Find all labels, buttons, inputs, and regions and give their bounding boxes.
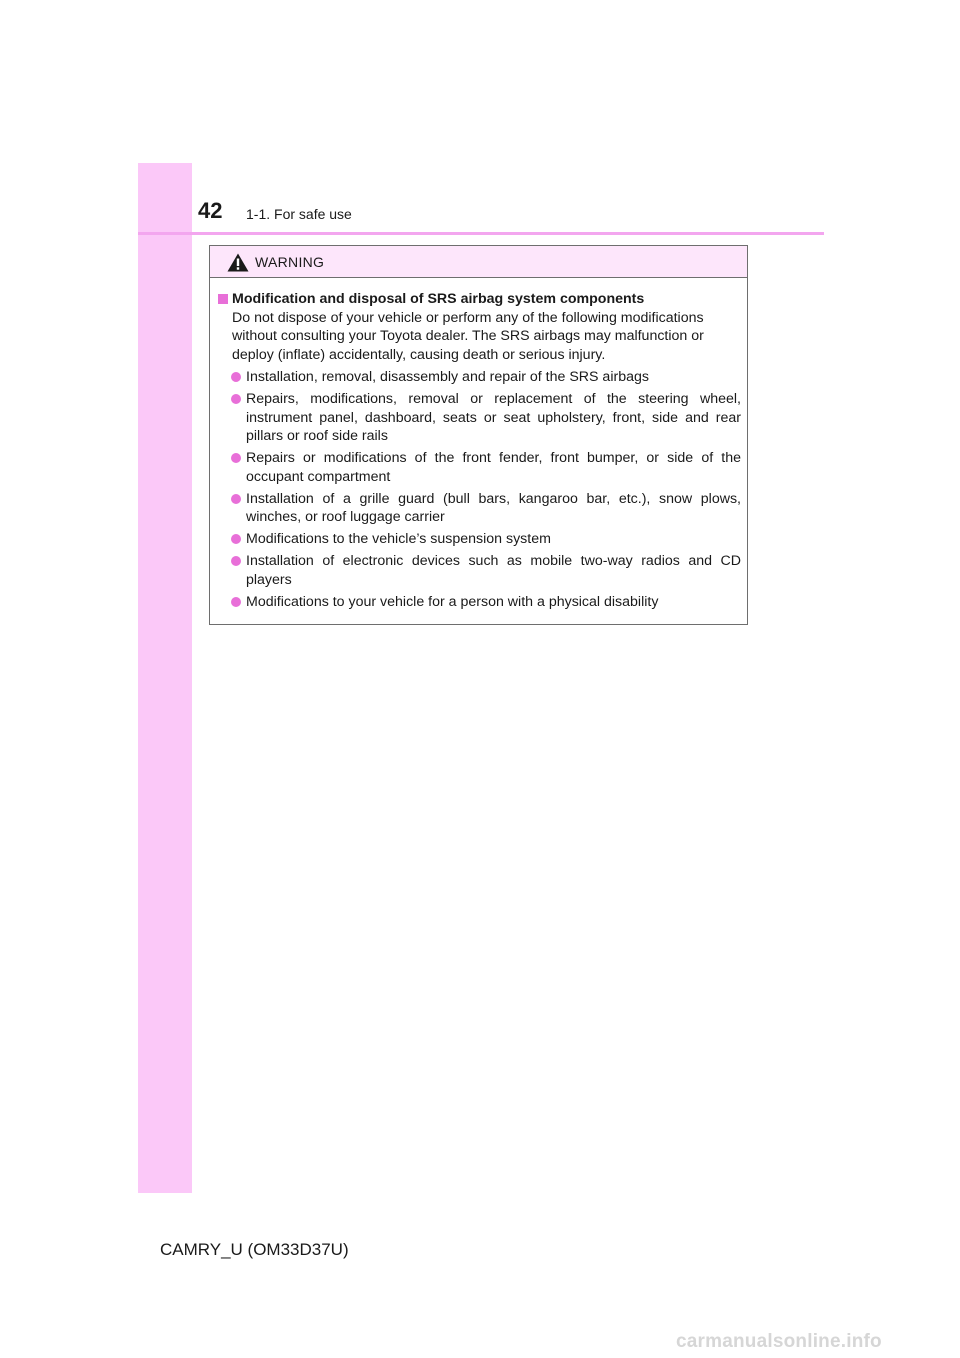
list-item-text: Installation of electronic devices such as mobile two-way radios and CD players xyxy=(246,553,741,588)
warning-triangle-icon xyxy=(227,253,249,272)
bullet-dot-icon xyxy=(231,453,241,463)
warning-heading xyxy=(218,290,741,309)
list-item xyxy=(218,490,741,527)
list-item-text: Repairs, modifications, removal or replacement of the steering wheel, instrument panel, dashboard, seats or seat upholstery, front, side and rear pillars or roof side rails xyxy=(246,391,741,444)
bullet-dot-icon xyxy=(231,494,241,504)
side-tab xyxy=(138,163,192,1193)
list-item-text: Modifications to your vehicle for a person with a physical disability xyxy=(246,593,659,610)
list-item-text: Modifications to the vehicle’s suspension system xyxy=(246,531,551,547)
warning-title: WARNING xyxy=(255,254,325,270)
warning-body xyxy=(210,278,747,611)
list-item xyxy=(218,530,741,549)
bullet-dot-icon xyxy=(231,372,241,382)
bullet-dot-icon xyxy=(231,394,241,404)
list-item xyxy=(218,390,741,446)
bullet-dot-icon xyxy=(231,556,241,566)
list-item-text: Installation, removal, disassembly and repair of the SRS airbags xyxy=(246,369,649,385)
bullet-dot-icon xyxy=(231,597,241,607)
list-item xyxy=(218,552,741,589)
square-bullet-icon xyxy=(218,294,228,304)
list-item-text: Installation of a grille guard (bull bars, kangaroo bar, etc.), snow plows, winches, or roof luggage carrier xyxy=(246,490,741,525)
list-item xyxy=(218,593,741,612)
page-number: 42 xyxy=(198,198,223,223)
warning-items xyxy=(218,368,741,611)
warning-intro: Do not dispose of your vehicle or perform any of the following modifications without consulting your Toyota dealer. The SRS airbags may malfunction or deploy (inflate) accidentally, causing death or serious injury. xyxy=(232,309,704,363)
warning-header xyxy=(210,246,747,278)
bullet-dot-icon xyxy=(231,534,241,544)
warning-box xyxy=(209,245,748,625)
list-item xyxy=(218,449,741,486)
document-code: CAMRY_U (OM33D37U) xyxy=(160,1240,349,1259)
list-item-text: Repairs or modifications of the front fender, front bumper, or side of the occupant compartment xyxy=(246,450,741,485)
watermark-link[interactable]: carmanualsonline.info xyxy=(676,1331,882,1352)
list-item xyxy=(218,368,741,387)
header-rule xyxy=(138,232,824,235)
warning-heading-text: Modification and disposal of SRS airbag system components xyxy=(232,291,645,307)
section-label: 1-1. For safe use xyxy=(246,206,352,222)
